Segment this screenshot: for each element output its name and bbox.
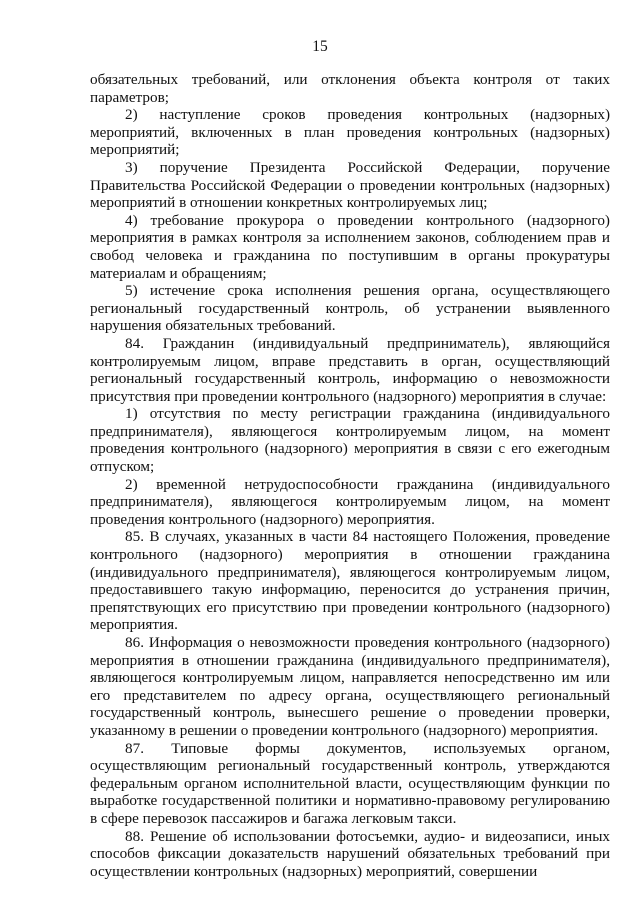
paragraph-86: 86. Информация о невозможности проведения контрольного (надзорного) мероприятия в отношении гражданина (индивидуального предпринимателя), являющегося контролируемым лицом, направляется непосредственно им или его представителем по адресу органа, осуществляющего региональный государственный контроль, вынесшего решение о проведении проверки, указанному в решении о проведении контрольного (надзорного) мероприятия. <box>90 634 610 739</box>
page-number: 15 <box>312 38 328 55</box>
paragraph-84-item-2: 2) временной нетрудоспособности гражданина (индивидуального предпринимателя), являющегося контролируемым лицом, на момент проведения контрольного (надзорного) мероприятия. <box>90 475 610 528</box>
document-body <box>90 71 610 880</box>
paragraph-item-4: 4) требование прокурора о проведении контрольного (надзорного) мероприятия в рамках контроля за исполнением законов, соблюдением прав и свобод человека и гражданина по поступившим в органы прокуратуры материалам и обращениям; <box>90 211 610 282</box>
paragraph-item-5: 5) истечение срока исполнения решения органа, осуществляющего региональный государственный контроль, об устранении выявленного нарушения обязательных требований. <box>90 282 610 335</box>
paragraph-84-item-1: 1) отсутствия по месту регистрации гражданина (индивидуального предпринимателя), являющегося контролируемым лицом, на момент проведения контрольного (надзорного) мероприятия в связи с его ежегодным отпуском; <box>90 405 610 476</box>
paragraph-item-2: 2) наступление сроков проведения контрольных (надзорных) мероприятий, включенных в план проведения контрольных (надзорных) мероприятий; <box>90 106 610 159</box>
paragraph-84: 84. Гражданин (индивидуальный предприниматель), являющийся контролируемым лицом, вправе представить в орган, осуществляющий региональный государственный контроль, информацию о невозможности присутствия при проведении контрольного (надзорного) мероприятия в случае: <box>90 334 610 405</box>
paragraph-85: 85. В случаях, указанных в части 84 настоящего Положения, проведение контрольного (надзорного) мероприятия в отношении гражданина (индивидуального предпринимателя), являющегося контролируемым лицом, предоставившего такую информацию, переносится до устранения причин, препятствующих его присутствию при проведении контрольного (надзорного) мероприятия. <box>90 528 610 634</box>
paragraph-88: 88. Решение об использовании фотосъемки, аудио- и видеозаписи, иных способов фиксации доказательств нарушений обязательных требований при осуществлении контрольных (надзорных) мероприятий, совершении <box>90 827 610 880</box>
paragraph-item-3: 3) поручение Президента Российской Федерации, поручение Правительства Российской Федерации о проведении контрольных (надзорных) мероприятий в отношении конкретных контролируемых лиц; <box>90 158 610 212</box>
paragraph-continuation: обязательных требований, или отклонения объекта контроля от таких параметров; <box>90 71 610 106</box>
paragraph-87: 87. Типовые формы документов, используемых органом, осуществляющим региональный государственный контроль, утверждаются федеральным органом исполнительной власти, осуществляющим функции по выработке государственной политики и нормативно-правовому регулированию в сфере перевозок пассажиров и багажа легковым такси. <box>90 739 610 827</box>
